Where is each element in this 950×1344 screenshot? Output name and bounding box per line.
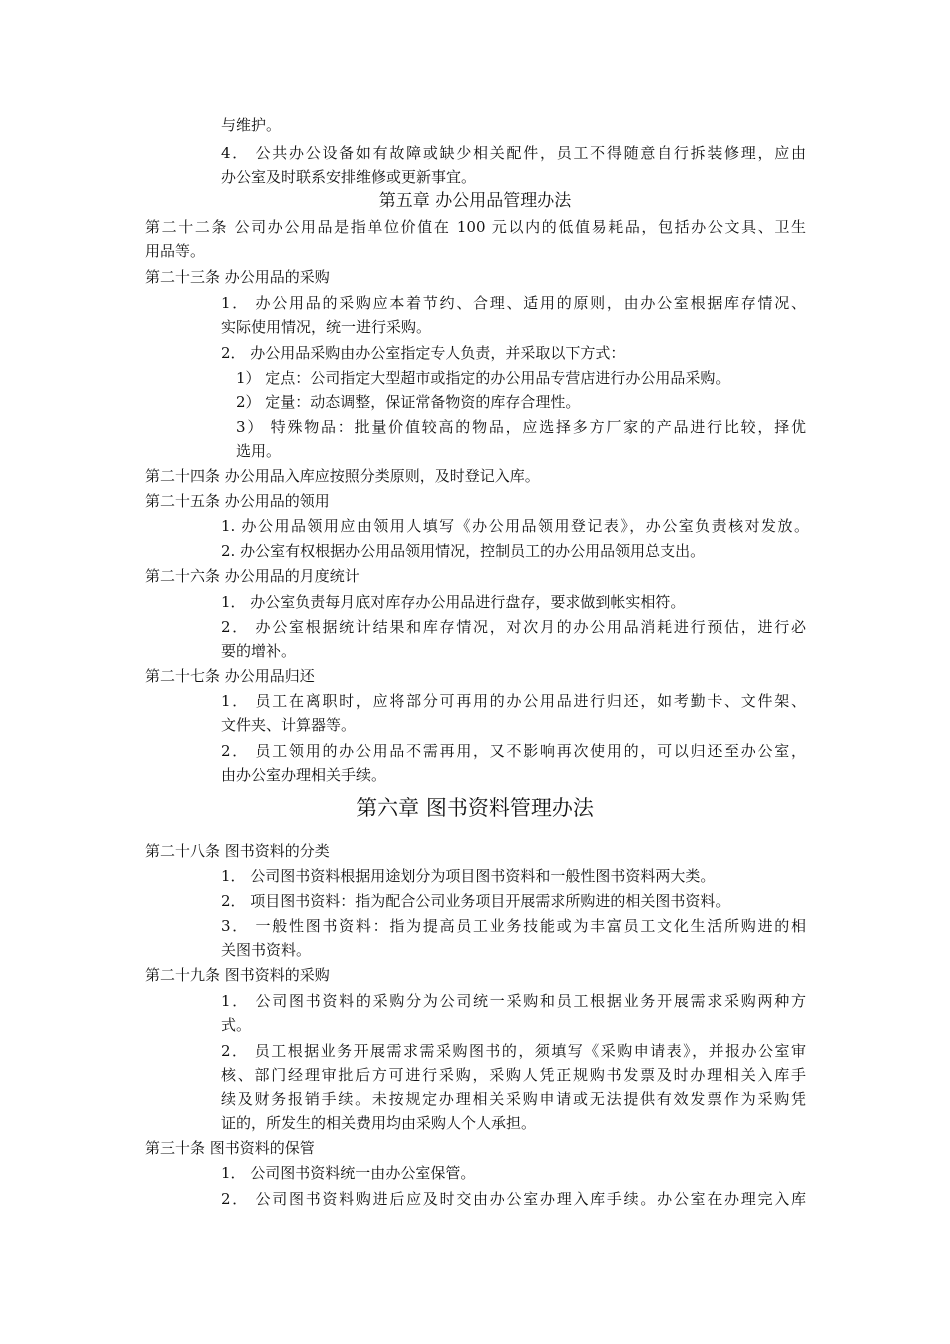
chapter-heading: 第五章 办公用品管理办法 — [378, 191, 572, 211]
text-line: 3． 一般性图书资料：指为提高员工业务技能或为丰富员工文化生活所购进的相 — [221, 917, 806, 935]
text-line: 1． 公司图书资料统一由办公室保管。 — [221, 1164, 476, 1182]
chapter-heading: 第六章 图书资料管理办法 — [356, 796, 594, 820]
text-line: 与维护。 — [221, 116, 282, 134]
text-line: 证的，所发生的相关费用均由采购人个人承担。 — [221, 1114, 537, 1132]
article-heading: 第二十四条 办公用品入库应按照分类原则，及时登记入库。 — [145, 467, 540, 485]
text-line: 2． 公司图书资料购进后应及时交由办公室办理入库手续。办公室在办理完入库 — [221, 1190, 806, 1208]
article-heading: 第二十六条 办公用品的月度统计 — [145, 567, 360, 585]
text-line: 1． 办公室负责每月底对库存办公用品进行盘存，要求做到帐实相符。 — [221, 593, 686, 611]
text-line: 1． 办公用品的采购应本着节约、合理、适用的原则，由办公室根据库存情况、 — [221, 294, 806, 312]
text-line: 4． 公共办公设备如有故障或缺少相关配件，员工不得随意自行拆装修理，应由 — [221, 144, 806, 162]
article-heading: 第二十二条 公司办公用品是指单位价值在 100 元以内的低值易耗品，包括办公文具、卫生 — [145, 218, 806, 236]
text-line: 要的增补。 — [221, 642, 297, 660]
text-line: 2． 项目图书资料：指为配合公司业务项目开展需求所购进的相关图书资料。 — [221, 892, 731, 910]
text-line: 1. 办公用品领用应由领用人填写《办公用品领用登记表》，办公室负责核对发放。 — [221, 517, 809, 535]
text-line: 1． 公司图书资料根据用途划分为项目图书资料和一般性图书资料两大类。 — [221, 867, 716, 885]
text-line: 选用。 — [236, 442, 282, 460]
text-line: 关图书资料。 — [221, 941, 312, 959]
article-heading: 第二十七条 办公用品归还 — [145, 667, 315, 685]
text-line: 2． 办公用品采购由办公室指定专人负责，并采取以下方式： — [221, 344, 626, 362]
article-heading: 第三十条 图书资料的保管 — [145, 1139, 315, 1157]
text-line: 1） 定点：公司指定大型超市或指定的办公用品专营店进行办公用品采购。 — [236, 369, 731, 387]
article-heading: 第二十五条 办公用品的领用 — [145, 492, 330, 510]
text-line: 2． 员工根据业务开展需求需采购图书的，须填写《采购申请表》，并报办公室审 — [221, 1042, 806, 1060]
text-line: 实际使用情况，统一进行采购。 — [221, 318, 432, 336]
text-line: 由办公室办理相关手续。 — [221, 766, 387, 784]
text-line: 核、部门经理审批后方可进行采购，采购人凭正规购书发票及时办理相关入库手 — [221, 1066, 806, 1084]
text-line: 文件夹、计算器等。 — [221, 716, 357, 734]
text-line: 1． 员工在离职时，应将部分可再用的办公用品进行归还，如考勤卡、文件架、 — [221, 692, 806, 710]
article-heading: 第二十三条 办公用品的采购 — [145, 268, 330, 286]
text-line: 2． 员工领用的办公用品不需再用，又不影响再次使用的，可以归还至办公室， — [221, 742, 806, 760]
article-heading: 第二十九条 图书资料的采购 — [145, 966, 330, 984]
text-line: 1． 公司图书资料的采购分为公司统一采购和员工根据业务开展需求采购两种方 — [221, 992, 806, 1010]
text-line: 2. 办公室有权根据办公用品领用情况，控制员工的办公用品领用总支出。 — [221, 542, 706, 560]
text-line: 续及财务报销手续。未按规定办理相关采购申请或无法提供有效发票作为采购凭 — [221, 1090, 806, 1108]
text-line: 2． 办公室根据统计结果和库存情况，对次月的办公用品消耗进行预估，进行必 — [221, 618, 806, 636]
text-line: 3） 特殊物品：批量价值较高的物品，应选择多方厂家的产品进行比较，择优 — [236, 418, 806, 436]
text-line: 办公室及时联系安排维修或更新事宜。 — [221, 168, 477, 186]
text-line: 用品等。 — [145, 242, 206, 260]
article-heading: 第二十八条 图书资料的分类 — [145, 842, 330, 860]
text-line: 式。 — [221, 1016, 252, 1034]
text-line: 2） 定量：动态调整，保证常备物资的库存合理性。 — [236, 393, 581, 411]
